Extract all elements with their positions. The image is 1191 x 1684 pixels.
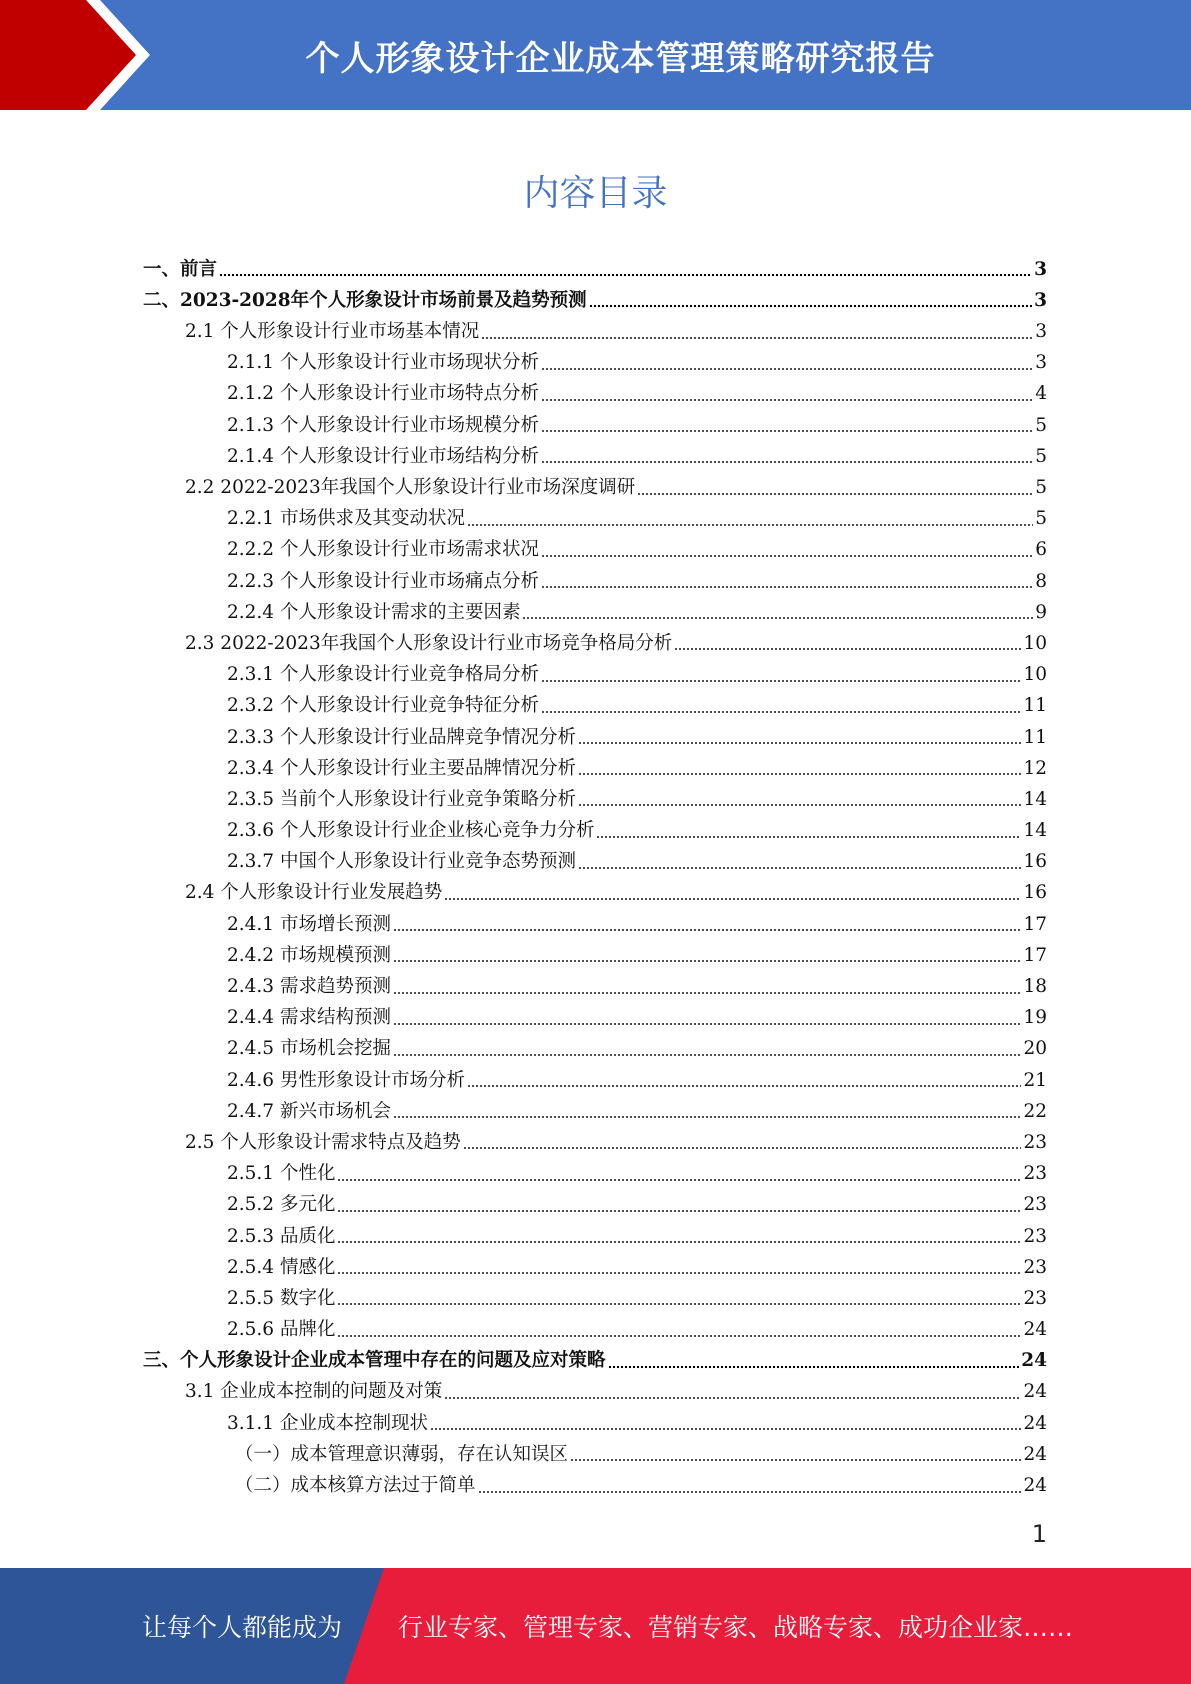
toc-entry[interactable] [143,1377,1047,1408]
toc-entry-page: 3 [1035,321,1047,343]
toc-entry[interactable] [143,784,1047,815]
toc-entry[interactable] [143,254,1047,285]
toc-entry-page: 24 [1023,1475,1047,1496]
toc-entry[interactable] [143,316,1047,347]
toc-entry-page: 11 [1023,695,1047,717]
toc-entry-text: 2.3.1 个人形象设计行业竞争格局分析 [227,664,539,686]
toc-entry[interactable] [143,348,1047,379]
toc-leader-dots [541,554,1033,558]
toc-entry[interactable] [143,410,1047,441]
toc-entry-text: 2.1.3 个人形象设计行业市场规模分析 [227,414,539,436]
toc-leader-dots [337,1178,1021,1182]
toc-entry-text: 2.4.7 新兴市场机会 [227,1100,391,1122]
toc-entry[interactable] [143,1346,1047,1377]
toc-entry-page: 8 [1035,570,1047,592]
toc-entry[interactable] [143,1221,1047,1252]
toc-heading: 内容目录 [523,173,668,214]
toc-entry[interactable] [143,472,1047,503]
toc-entry[interactable] [143,1158,1047,1189]
toc-entry[interactable] [143,1252,1047,1283]
toc-leader-dots [393,959,1021,963]
toc-entry-text: 2.5.2 多元化 [227,1194,336,1216]
toc-entry-text: 2.3 2022-2023年我国个人形象设计行业市场竞争格局分析 [185,632,673,654]
toc-leader-dots [337,1240,1021,1244]
toc-entry-text: 2.2.3 个人形象设计行业市场痛点分析 [227,570,539,592]
toc-entry[interactable] [143,1096,1047,1127]
toc-leader-dots [393,928,1021,932]
toc-entry[interactable] [143,1003,1047,1034]
toc-entry[interactable] [143,597,1047,628]
toc-entry-page: 5 [1035,477,1047,498]
toc-entry-page: 17 [1023,913,1047,935]
toc-entry-page: 14 [1023,788,1047,810]
toc-entry-text: 2.1.4 个人形象设计行业市场结构分析 [227,445,539,467]
toc-entry-page: 23 [1023,1225,1047,1247]
toc-entry-text: 2.3.6 个人形象设计行业企业核心竞争力分析 [227,820,595,842]
toc-leader-dots [522,616,1033,620]
toc-entry-text: 2.4.2 市场规模预测 [227,944,391,966]
toc-leader-dots [541,585,1033,589]
toc-entry-text: 2.4.6 男性形象设计市场分析 [227,1069,465,1091]
toc-leader-dots [541,460,1033,464]
toc-entry-text: 2.5.3 品质化 [227,1225,336,1247]
toc-entry[interactable] [143,1034,1047,1065]
toc-leader-dots [637,492,1033,496]
toc-entry[interactable] [143,285,1047,316]
toc-entry[interactable] [143,753,1047,784]
toc-entry-page: 16 [1023,882,1047,904]
toc-entry-page: 23 [1023,1194,1047,1216]
toc-entry-page: 24 [1023,1443,1047,1465]
toc-entry-page: 22 [1023,1100,1047,1122]
toc-entry-page: 16 [1023,851,1047,873]
toc-leader-dots [674,647,1021,651]
toc-leader-dots [337,1334,1021,1338]
toc-entry-page: 19 [1023,1007,1047,1029]
toc-entry-text: 2.5 个人形象设计需求特点及趋势 [185,1131,461,1153]
toc-entry[interactable] [143,691,1047,722]
toc-entry[interactable] [143,847,1047,878]
toc-leader-dots [570,1458,1021,1462]
toc-entry-text: 2.3.5 当前个人形象设计行业竞争策略分析 [227,788,576,810]
toc-entry-text: 2.4.5 市场机会挖掘 [227,1038,391,1060]
toc-entry-text: 2.2.1 市场供求及其变动状况 [227,508,465,530]
toc-entry[interactable] [143,1408,1047,1439]
toc-entry[interactable] [143,815,1047,846]
toc-entry[interactable] [143,1190,1047,1221]
toc-leader-dots [393,991,1021,995]
toc-entry[interactable] [143,1283,1047,1314]
toc-entry-page: 14 [1023,820,1047,842]
toc-leader-dots [337,1271,1021,1275]
toc-leader-dots [578,741,1021,745]
toc-leader-dots [608,1365,1020,1369]
toc-entry-text: 2.5.1 个性化 [227,1163,336,1185]
footer-slogan-right: 行业专家、管理专家、营销专家、战略专家、成功企业家…… [398,1613,1074,1642]
toc-entry-page: 9 [1035,601,1047,623]
toc-entry-text: 2.3.2 个人形象设计行业竞争特征分析 [227,695,539,717]
toc-entry-page: 12 [1023,757,1047,779]
toc-entry[interactable] [143,1314,1047,1345]
toc-entry-page: 23 [1023,1256,1047,1278]
toc-entry-text: 2.2.4 个人形象设计需求的主要因素 [227,601,521,623]
toc-entry-text: 2.4.3 需求趋势预测 [227,976,391,997]
toc-entry-text: 2.3.7 中国个人形象设计行业竞争态势预测 [227,851,576,873]
toc-leader-dots [596,835,1021,839]
toc-entry[interactable] [143,441,1047,472]
toc-entry-text: 2.4 个人形象设计行业发展趋势 [185,882,443,904]
toc-leader-dots [541,710,1021,714]
toc-entry-page: 11 [1023,726,1047,748]
toc-entry-page: 21 [1023,1069,1047,1091]
toc-leader-dots [430,1427,1021,1431]
toc-entry[interactable] [143,1065,1047,1096]
toc-entry-page: 20 [1023,1038,1047,1060]
toc-entry[interactable] [143,1470,1047,1501]
toc-leader-dots [589,304,1032,308]
toc-leader-dots [541,679,1021,683]
toc-entry-page: 10 [1023,664,1047,686]
toc-leader-dots [393,1022,1021,1026]
toc-entry-page: 3 [1034,258,1047,280]
toc-entry-text: 2.1.2 个人形象设计行业市场特点分析 [227,383,539,405]
table-of-contents [143,254,1047,1502]
toc-entry-page: 5 [1035,414,1047,436]
toc-leader-dots [393,1115,1021,1119]
toc-entry-page: 24 [1023,1381,1047,1403]
toc-entry-page: 3 [1035,352,1047,374]
header-banner [0,0,1191,110]
toc-leader-dots [393,1053,1021,1057]
toc-entry-page: 17 [1023,944,1047,966]
toc-entry-page: 23 [1023,1131,1047,1153]
toc-entry-text: 2.2 2022-2023年我国个人形象设计行业市场深度调研 [185,477,636,498]
toc-entry-text: 2.1.1 个人形象设计行业市场现状分析 [227,352,539,374]
toc-entry-page: 24 [1023,1412,1047,1434]
toc-entry-page: 5 [1035,508,1047,530]
toc-entry-text: 2.5.5 数字化 [227,1287,336,1309]
toc-entry-text: 2.5.6 品牌化 [227,1319,336,1341]
toc-entry-text: （二）成本核算方法过于简单 [235,1475,476,1496]
toc-leader-dots [578,803,1021,807]
toc-entry-text: （一）成本管理意识薄弱，存在认知误区 [235,1443,569,1465]
toc-entry-text: 2.2.2 个人形象设计行业市场需求状况 [227,539,539,561]
toc-entry[interactable] [143,878,1047,909]
toc-entry[interactable] [143,971,1047,1002]
toc-entry-text: 一、前言 [143,258,218,280]
toc-entry-text: 3.1 企业成本控制的问题及对策 [185,1381,443,1403]
toc-entry-text: 二、2023-2028年个人形象设计市场前景及趋势预测 [143,289,587,311]
toc-entry-page: 24 [1021,1350,1047,1372]
toc-leader-dots [541,367,1033,371]
toc-entry[interactable] [143,722,1047,753]
toc-leader-dots [467,523,1033,527]
toc-leader-dots [219,273,1032,277]
toc-entry[interactable] [143,535,1047,566]
toc-entry-page: 18 [1023,976,1047,997]
toc-entry[interactable] [143,940,1047,971]
toc-leader-dots [541,429,1033,433]
toc-entry[interactable] [143,659,1047,690]
toc-entry-text: 2.5.4 情感化 [227,1256,336,1278]
toc-leader-dots [444,897,1021,901]
toc-leader-dots [578,866,1021,870]
toc-leader-dots [337,1209,1021,1213]
toc-entry-page: 3 [1034,289,1047,311]
toc-leader-dots [578,772,1021,776]
toc-entry-page: 10 [1023,632,1047,654]
toc-leader-dots [541,398,1033,402]
header-arrow-decoration [0,0,160,110]
toc-entry[interactable] [143,566,1047,597]
toc-entry-text: 2.1 个人形象设计行业市场基本情况 [185,321,480,343]
toc-entry[interactable] [143,1439,1047,1470]
toc-leader-dots [337,1302,1021,1306]
toc-leader-dots [463,1146,1022,1150]
toc-entry[interactable] [143,379,1047,410]
toc-leader-dots [467,1084,1021,1088]
toc-entry[interactable] [143,504,1047,535]
toc-entry-text: 2.4.4 需求结构预测 [227,1007,391,1029]
toc-entry-page: 23 [1023,1287,1047,1309]
toc-entry-page: 24 [1023,1319,1047,1341]
toc-entry-text: 三、个人形象设计企业成本管理中存在的问题及应对策略 [143,1350,606,1372]
toc-entry-page: 4 [1035,383,1047,405]
report-title: 个人形象设计企业成本管理策略研究报告 [305,38,936,79]
toc-entry-text: 2.3.4 个人形象设计行业主要品牌情况分析 [227,757,576,779]
toc-leader-dots [444,1396,1021,1400]
toc-entry-page: 5 [1035,445,1047,467]
toc-entry-page: 6 [1035,539,1047,561]
toc-leader-dots [481,336,1033,340]
toc-entry-page: 23 [1023,1163,1047,1185]
toc-entry-text: 2.3.3 个人形象设计行业品牌竞争情况分析 [227,726,576,748]
toc-leader-dots [478,1490,1022,1494]
page-number: 1 [1031,1520,1047,1548]
footer-banner [0,1568,1191,1684]
footer-slogan-left: 让每个人都能成为 [142,1613,343,1642]
toc-entry-text: 2.4.1 市场增长预测 [227,913,391,935]
toc-entry[interactable] [143,909,1047,940]
toc-entry-text: 3.1.1 企业成本控制现状 [227,1412,428,1434]
toc-entry[interactable] [143,1127,1047,1158]
toc-entry[interactable] [143,628,1047,659]
